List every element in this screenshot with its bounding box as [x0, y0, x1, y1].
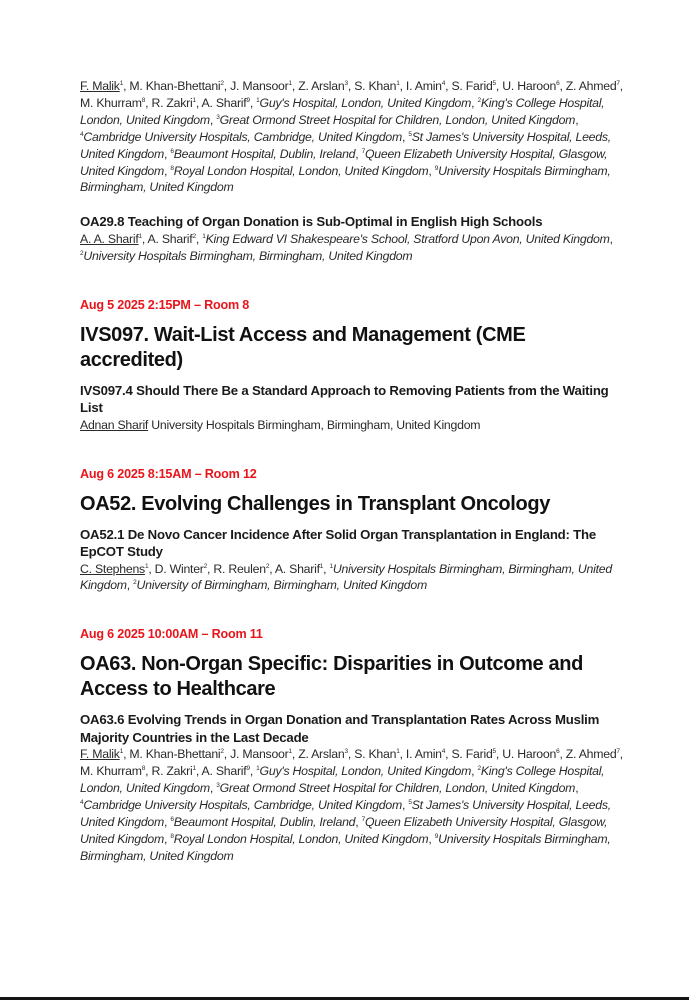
author-list: A. A. Sharif$^1$, A. Sharif$^2$, $^1$King Edward VI Shakespeare's School, Stratford Upon Avon, United Kingdom, $^2$University Hospitals Birmingham, Birmingham, United Kingdom	[80, 231, 613, 263]
author-name: R. Reulen	[213, 561, 266, 576]
author-superscript: 8	[141, 765, 146, 773]
author-name: S. Khan	[354, 79, 397, 93]
affiliation-text: Cambridge University Hospitals, Cambridge, United Kingdom	[83, 129, 402, 144]
affiliation-text: Royal London Hospital, London, United Kingdom	[173, 831, 429, 846]
abstract-title: OA63.6 Evolving Trends in Organ Donation and Transplantation Rates Across Muslim Majority Countries in the Last Decade	[80, 712, 600, 745]
author-superscript: 1	[119, 748, 124, 756]
affiliation-superscript: 1	[256, 765, 260, 773]
author-name: M. Khurram	[80, 764, 142, 779]
affiliation-text: University Hospitals Birmingham, Birmingham, United Kingdom	[151, 417, 481, 432]
author-name: F. Malik	[80, 747, 120, 762]
affiliation-superscript: 1	[256, 96, 260, 104]
affiliation-text: King's College Hospital, London, United Kingdom	[80, 764, 605, 796]
author-name: S. Farid	[451, 747, 493, 762]
author-superscript: 1	[144, 562, 149, 570]
author-name: A. A. Sharif	[80, 231, 139, 246]
affiliation-superscript: 8	[170, 832, 174, 840]
author-name: Z. Ahmed	[565, 79, 617, 93]
affiliation-superscript: 3	[216, 782, 220, 790]
author-name: A. Sharif	[201, 95, 247, 110]
author-superscript: 4	[441, 80, 446, 87]
affiliation-superscript: 8	[170, 164, 174, 172]
author-superscript: 1	[396, 748, 400, 756]
affiliation-text: St James's University Hospital, Leeds, United Kingdom	[80, 798, 611, 829]
author-name: U. Haroon	[502, 747, 557, 762]
author-name: D. Winter	[154, 561, 204, 576]
session-date-time: Aug 5 2025 2:15PM – Room 8	[80, 297, 250, 312]
affiliation-superscript: 5	[408, 799, 412, 807]
author-name: J. Mansoor	[230, 747, 289, 762]
affiliation-text: Great Ormond Street Hospital for Children, London, United Kingdom	[219, 781, 576, 796]
affiliation-text: Beaumont Hospital, Dublin, Ireland	[173, 815, 356, 829]
author-name: M. Khan-Bhettani	[129, 79, 221, 93]
affiliation-superscript: 7	[361, 816, 365, 823]
author-superscript: 3	[344, 80, 348, 87]
affiliation-text: Beaumont Hospital, Dublin, Ireland	[173, 146, 356, 161]
author-superscript: 1	[138, 232, 142, 240]
author-superscript: 9	[246, 765, 250, 773]
program-page	[80, 78, 625, 865]
author-list: F. Malik$^1$, M. Khan-Bhettani$^2$, J. Mansoor$^1$, Z. Arslan$^3$, S. Khan$^1$, I. Amin$^4$, S. Farid$^5$, U. Haroon$^6$, Z. Ahmed$^7$, M. Khurram$^8$, R. Zakri$^1$, A. Sharif$^9$, $^1$Guy's Hospital, London, United Kingdom, $^2$King's College Hospital, London, United Kingdom, $^3$Great Ormond Street Hospital for Children, London, United Kingdom, $^4$Cambridge University Hospitals, Cambridge, United Kingdom, $^5$St James's University Hospital, Leeds, United Kingdom, $^6$Beaumont Hospital, Dublin, Ireland, $^7$Queen Elizabeth University Hospital, Glasgow, United Kingdom, $^8$Royal London Hospital, London, United Kingdom, $^9$University Hospitals Birmingham, Birmingham, United Kingdom	[80, 79, 623, 195]
author-superscript: 1	[288, 748, 292, 756]
affiliation-text: Cambridge University Hospitals, Cambridge, United Kingdom	[83, 798, 402, 813]
author-name: A. Sharif	[274, 561, 320, 576]
affiliation-superscript: 2	[133, 579, 137, 587]
author-superscript: 2	[192, 232, 196, 240]
session-title: OA52. Evolving Challenges in Transplant Oncology	[80, 492, 550, 515]
author-superscript: 1	[119, 80, 124, 87]
author-superscript: 1	[396, 80, 400, 87]
affiliation-text: University Hospitals Birmingham, Birmingham, United Kingdom	[83, 248, 413, 263]
author-superscript: 2	[203, 562, 208, 570]
author-name: F. Malik	[80, 79, 120, 93]
author-superscript: 7	[616, 748, 620, 756]
author-name: M. Khurram	[80, 95, 142, 110]
abstract-title: OA52.1 De Novo Cancer Incidence After Solid Organ Transplantation in England: The EpCOT Study	[80, 526, 597, 560]
author-superscript: 7	[616, 80, 620, 87]
author-name: U. Haroon	[502, 79, 557, 93]
affiliation-superscript: 6	[170, 816, 174, 823]
author-name: S. Khan	[354, 747, 397, 762]
affiliation-text: St James's University Hospital, Leeds, United Kingdom	[80, 129, 611, 161]
author-superscript: 2	[265, 562, 270, 570]
author-name: R. Zakri	[151, 764, 193, 779]
author-superscript: 8	[141, 96, 146, 104]
affiliation-superscript: 3	[216, 113, 220, 121]
author-name: Z. Arslan	[298, 747, 345, 762]
author-superscript: 5	[492, 748, 496, 756]
author-superscript: 1	[192, 96, 196, 104]
abstract-title: OA29.8 Teaching of Organ Donation is Sub-Optimal in English High Schools	[80, 214, 543, 230]
affiliation-superscript: 7	[361, 147, 365, 155]
affiliation-text: Great Ormond Street Hospital for Children, London, United Kingdom	[219, 112, 576, 127]
author-superscript: 4	[441, 748, 446, 756]
affiliation-text: Queen Elizabeth University Hospital, Glasgow, United Kingdom	[80, 146, 608, 178]
author-name: S. Farid	[451, 79, 493, 93]
author-name: Adnan Sharif	[80, 417, 149, 432]
affiliation-superscript: 9	[434, 164, 439, 172]
author-superscript: 5	[492, 80, 496, 87]
author-superscript: 2	[220, 748, 224, 756]
author-name: M. Khan-Bhettani	[129, 747, 221, 762]
affiliation-superscript: 6	[170, 147, 174, 155]
author-list	[80, 417, 625, 434]
affiliation-superscript: 9	[434, 832, 439, 840]
affiliation-text: Guy's Hospital, London, United Kingdom	[259, 764, 472, 779]
affiliation-text: Guy's Hospital, London, United Kingdom	[259, 95, 472, 110]
author-name: C. Stephens	[80, 561, 145, 576]
author-superscript: 3	[344, 748, 348, 756]
author-superscript: 2	[220, 80, 224, 87]
affiliation-superscript: 1	[329, 562, 333, 570]
abstract-title: IVS097.4 Should There Be a Standard Approach to Removing Patients from the Waiting List	[80, 382, 609, 416]
author-list: C. Stephens$^1$, D. Winter$^2$, R. Reulen$^2$, A. Sharif$^1$, $^1$University Hospitals Birmingham, Birmingham, United Kingdom, $^2$University of Birmingham, Birmingham, United Kingdom	[80, 561, 612, 593]
affiliation-superscript: 2	[80, 249, 84, 257]
session-title: IVS097. Wait-List Access and Management (CME accredited)	[80, 323, 526, 371]
affiliation-superscript: 1	[202, 232, 206, 240]
session-date-time: Aug 6 2025 10:00AM – Room 11	[80, 627, 263, 642]
author-superscript: 9	[246, 96, 250, 104]
affiliation-superscript: 5	[408, 130, 412, 138]
author-name: Z. Ahmed	[565, 747, 617, 762]
affiliation-text: University Hospitals Birmingham, Birmingham, United Kingdom	[80, 831, 611, 863]
session-date-time: Aug 6 2025 8:15AM – Room 12	[80, 466, 257, 481]
affiliation-text: King's College Hospital, London, United Kingdom	[80, 95, 605, 127]
affiliation-text: University of Birmingham, Birmingham, United Kingdom	[136, 578, 427, 593]
author-name: A. Sharif	[147, 231, 193, 246]
author-name: R. Zakri	[151, 95, 193, 110]
affiliation-text: University Hospitals Birmingham, Birmingham, United Kingdom	[80, 163, 611, 195]
affiliation-superscript: 2	[477, 765, 481, 773]
author-list: F. Malik$^1$, M. Khan-Bhettani$^2$, J. Mansoor$^1$, Z. Arslan$^3$, S. Khan$^1$, I. Amin$^4$, S. Farid$^5$, U. Haroon$^6$, Z. Ahmed$^7$, M. Khurram$^8$, R. Zakri$^1$, A. Sharif$^9$, $^1$Guy's Hospital, London, United Kingdom, $^2$King's College Hospital, London, United Kingdom, $^3$Great Ormond Street Hospital for Children, London, United Kingdom, $^4$Cambridge University Hospitals, Cambridge, United Kingdom, $^5$St James's University Hospital, Leeds, United Kingdom, $^6$Beaumont Hospital, Dublin, Ireland, $^7$Queen Elizabeth University Hospital, Glasgow, United Kingdom, $^8$Royal London Hospital, London, United Kingdom, $^9$University Hospitals Birmingham, Birmingham, United Kingdom	[80, 747, 623, 863]
author-superscript: 1	[319, 562, 324, 570]
author-superscript: 1	[288, 80, 292, 87]
author-superscript: 6	[556, 80, 560, 87]
author-name: Z. Arslan	[298, 79, 345, 93]
session-title: OA63. Non-Organ Specific: Disparities in Outcome and Access to Healthcare	[80, 653, 584, 701]
author-name: I. Amin	[405, 747, 442, 762]
affiliation-text: University Hospitals Birmingham, Birmingham, United Kingdom	[80, 561, 612, 593]
affiliation-superscript: 2	[477, 96, 481, 104]
author-name: A. Sharif	[201, 764, 247, 779]
affiliation-superscript: 4	[80, 799, 84, 807]
author-superscript: 1	[192, 765, 196, 773]
affiliation-text: Royal London Hospital, London, United Kingdom	[173, 163, 429, 178]
author-name: J. Mansoor	[230, 79, 289, 93]
affiliation-text: Queen Elizabeth University Hospital, Glasgow, United Kingdom	[80, 815, 608, 846]
author-name: I. Amin	[405, 79, 442, 93]
affiliation-text: King Edward VI Shakespeare's School, Stratford Upon Avon, United Kingdom	[205, 231, 610, 246]
affiliation-superscript: 4	[80, 130, 84, 138]
author-superscript: 6	[556, 748, 560, 756]
